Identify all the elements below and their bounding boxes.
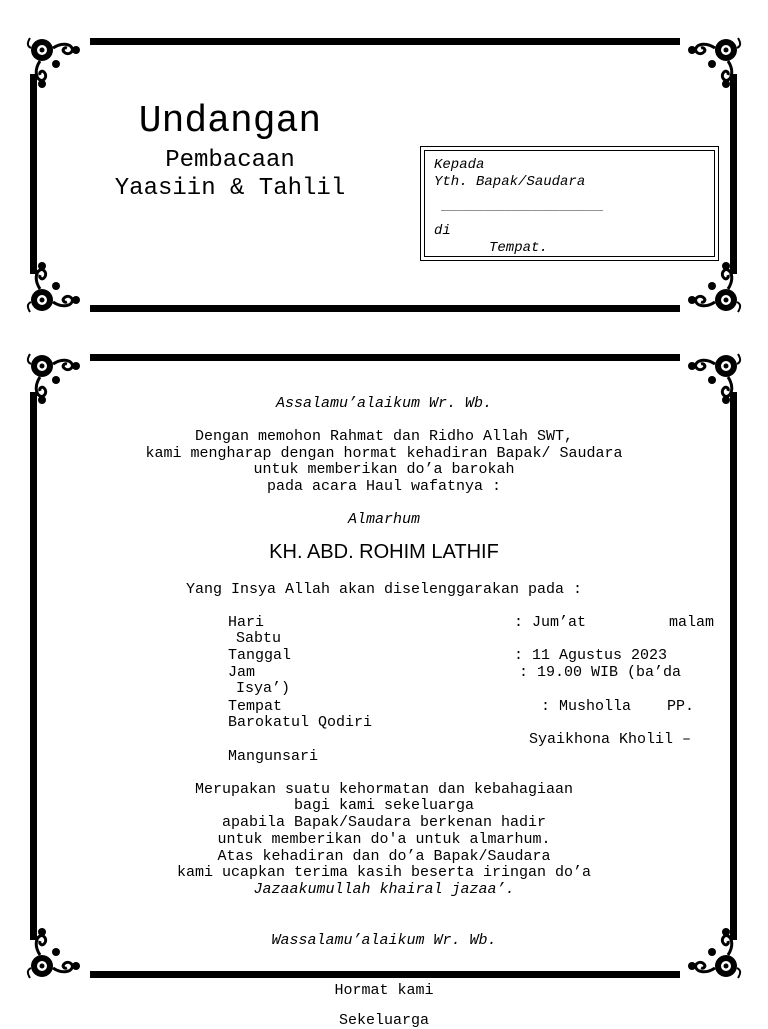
jam-label: Jam (228, 664, 256, 681)
closing-line: kami ucapkan terima kasih beserta iringan do’a (176, 864, 592, 881)
tempat-value-wrap: Barokatul Qodiri (228, 714, 373, 731)
closing-line: Jazaakumullah khairal jazaa’. (253, 881, 515, 898)
closing-line: untuk memberikan do'a untuk almarhum. (217, 831, 551, 848)
invitation-title: Undangan (138, 100, 322, 143)
tempat-value-cont: Syaikhona Kholil – (529, 731, 692, 748)
border-left (30, 74, 37, 274)
family-signature: Sekeluarga (338, 1012, 429, 1029)
address-place: Tempat. (489, 240, 548, 256)
hari-label: Hari (228, 614, 265, 631)
tempat-value: : Musholla PP. (541, 698, 695, 715)
tanggal-value: : 11 Agustus 2023 (514, 647, 668, 664)
closing-line: apabila Bapak/Saudara berkenan hadir (221, 814, 547, 831)
tempat-value-end: Mangunsari (228, 748, 319, 765)
intro-line: Dengan memohon Rahmat dan Ridho Allah SWT, (194, 428, 574, 445)
signoff: Hormat kami (334, 982, 434, 999)
invitation-subtitle-line1: Pembacaan (165, 147, 295, 174)
deceased-label: Almarhum (347, 511, 420, 528)
hari-value-cont: malam (669, 614, 715, 631)
intro-line: pada acara Haul wafatnya : (266, 478, 502, 495)
border-right (730, 74, 737, 274)
border-bottom (90, 305, 680, 312)
corner-ornament-icon (682, 922, 742, 982)
corner-ornament-icon (26, 922, 86, 982)
closing-line: Merupakan suatu kehormatan dan kebahagiaan (194, 781, 574, 798)
greeting: Assalamu’alaikum Wr. Wb. (275, 395, 493, 412)
corner-ornament-icon (26, 34, 86, 94)
address-box (420, 146, 719, 261)
invitation-subtitle-line2: Yaasiin & Tahlil (114, 175, 346, 202)
address-recipient: Yth. Bapak/Saudara (434, 174, 586, 190)
closing-line: bagi kami sekeluarga (293, 797, 475, 814)
hari-value-wrap: Sabtu (236, 630, 282, 647)
border-bottom (90, 971, 680, 978)
intro-line: untuk memberikan do’a barokah (253, 461, 515, 478)
address-di: di (434, 223, 451, 239)
jam-value-wrap: Isya’) (236, 680, 291, 697)
address-box-inner (424, 150, 715, 257)
tanggal-label: Tanggal (228, 647, 292, 664)
corner-ornament-icon (26, 256, 86, 316)
border-top (90, 38, 680, 45)
border-top (90, 354, 680, 361)
intro-line: kami mengharap dengan hormat kehadiran Bapak/ Saudara (145, 445, 623, 462)
farewell: Wassalamu’alaikum Wr. Wb. (271, 932, 497, 949)
deceased-name: KH. ABD. ROHIM LATHIF (269, 541, 499, 563)
jam-value: : 19.00 WIB (ba’da (519, 664, 682, 681)
corner-ornament-icon (682, 256, 742, 316)
tempat-label: Tempat (228, 698, 283, 715)
hari-value: : Jum’at (514, 614, 587, 631)
address-blank-line: ______________________________ (441, 203, 604, 213)
address-to: Kepada (434, 157, 485, 173)
schedule-intro: Yang Insya Allah akan diselenggarakan pada : (185, 581, 583, 598)
corner-ornament-icon (682, 34, 742, 94)
closing-line: Atas kehadiran dan do’a Bapak/Saudara (217, 848, 551, 865)
